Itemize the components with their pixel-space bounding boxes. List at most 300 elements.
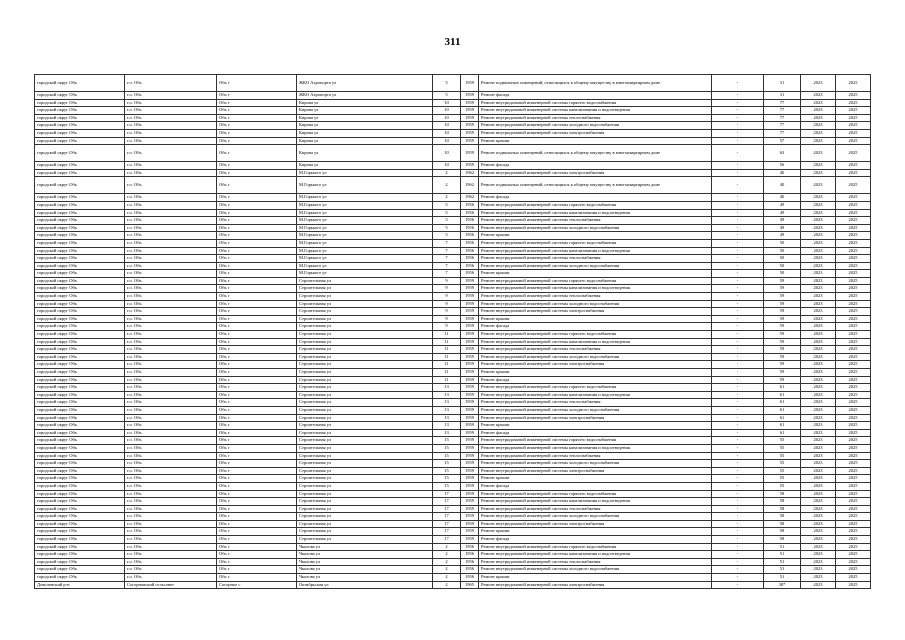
table-row (35, 513, 871, 521)
count-cell: 61 (764, 391, 801, 399)
district-cell: городской округ Обь (35, 566, 125, 574)
table-row (35, 376, 871, 384)
district-cell: городской округ Обь (35, 384, 125, 392)
work-type-cell: Ремонт внутридомовой инженерной системы холодного водоснабжения (479, 513, 712, 521)
end-year-cell: 2025 (836, 323, 871, 331)
street-cell: Строительная ул (297, 452, 433, 460)
street-cell: Строительная ул (297, 391, 433, 399)
end-year-cell: 2025 (836, 277, 871, 285)
work-type-cell: Ремонт внутридомовой инженерной системы холодного водоснабжения (479, 262, 712, 270)
table-row (35, 566, 871, 574)
district-cell: городской округ Обь (35, 551, 125, 559)
end-year-cell: 2025 (836, 92, 871, 100)
count-cell: 59 (764, 323, 801, 331)
district-cell: городской округ Обь (35, 137, 125, 145)
house-number-cell: 11 (433, 331, 461, 339)
start-year-cell: 2023 (801, 99, 836, 107)
count-cell: 50 (764, 262, 801, 270)
table-row (35, 353, 871, 361)
district-cell: городской округ Обь (35, 194, 125, 202)
start-year-cell: 2023 (801, 574, 836, 582)
dash-cell: - (712, 566, 764, 574)
end-year-cell: 2025 (836, 209, 871, 217)
locality-cell: Обь г (217, 177, 297, 194)
locality-cell: Обь г (217, 217, 297, 225)
table-row (35, 505, 871, 513)
dash-cell: - (712, 209, 764, 217)
district-cell: городской округ Обь (35, 293, 125, 301)
district-cell: городской округ Обь (35, 346, 125, 354)
house-number-cell: 2 (433, 194, 461, 202)
street-cell: М.Горького ул (297, 209, 433, 217)
end-year-cell: 2025 (836, 107, 871, 115)
end-year-cell: 2025 (836, 293, 871, 301)
municipality-cell: г.о. Обь (125, 270, 217, 278)
street-cell: Строительная ул (297, 475, 433, 483)
build-year-cell: 1959 (461, 414, 479, 422)
table-row (35, 384, 871, 392)
work-type-cell: Ремонт внутридомовой инженерной системы электроснабжения (479, 129, 712, 137)
table-row (35, 346, 871, 354)
locality-cell: Обь г (217, 437, 297, 445)
work-type-cell: Ремонт внутридомовой инженерной системы холодного водоснабжения (479, 300, 712, 308)
work-type-cell: Ремонт внутридомовой инженерной системы канализования и водоотведения (479, 107, 712, 115)
locality-cell: Обь г (217, 361, 297, 369)
end-year-cell: 2025 (836, 558, 871, 566)
municipality-cell: г.о. Обь (125, 505, 217, 513)
dash-cell: - (712, 129, 764, 137)
build-year-cell: 1959 (461, 338, 479, 346)
street-cell: Строительная ул (297, 315, 433, 323)
district-cell: городской округ Обь (35, 162, 125, 170)
municipality-cell: г.о. Обь (125, 255, 217, 263)
dash-cell: - (712, 406, 764, 414)
work-type-cell: Ремонт внутридомовой инженерной системы горячего водоснабжения (479, 490, 712, 498)
municipality-cell: г.о. Обь (125, 209, 217, 217)
dash-cell: - (712, 107, 764, 115)
municipality-cell: г.о. Обь (125, 346, 217, 354)
street-cell: Строительная ул (297, 376, 433, 384)
dash-cell: - (712, 391, 764, 399)
count-cell: 49 (764, 224, 801, 232)
table-row (35, 114, 871, 122)
municipality-cell: г.о. Обь (125, 338, 217, 346)
work-type-cell: Ремонт внутридомовой инженерной системы холодного водоснабжения (479, 353, 712, 361)
build-year-cell: 1959 (461, 376, 479, 384)
house-number-cell: 15 (433, 475, 461, 483)
start-year-cell: 2023 (801, 384, 836, 392)
start-year-cell: 2023 (801, 92, 836, 100)
dash-cell: - (712, 452, 764, 460)
house-number-cell: 9 (433, 277, 461, 285)
street-cell: М.Горького ул (297, 232, 433, 240)
house-number-cell: 17 (433, 505, 461, 513)
count-cell: 77 (764, 99, 801, 107)
street-cell: Строительная ул (297, 498, 433, 506)
start-year-cell: 2023 (801, 162, 836, 170)
street-cell: ЖКО Аэропорта ул (297, 75, 433, 92)
end-year-cell: 2025 (836, 99, 871, 107)
locality-cell: Обь г (217, 308, 297, 316)
dash-cell: - (712, 399, 764, 407)
locality-cell: Обь г (217, 75, 297, 92)
work-type-cell: Ремонт внутридомовой инженерной системы горячего водоснабжения (479, 331, 712, 339)
table-row (35, 162, 871, 170)
municipality-cell: г.о. Обь (125, 566, 217, 574)
work-type-cell: Ремонт крыши (479, 528, 712, 536)
count-cell: 40 (764, 169, 801, 177)
work-type-cell: Ремонт внутридомовой инженерной системы канализования и водоотведения (479, 285, 712, 293)
start-year-cell: 2023 (801, 169, 836, 177)
start-year-cell: 2023 (801, 177, 836, 194)
dash-cell: - (712, 528, 764, 536)
count-cell: 31 (764, 92, 801, 100)
locality-cell: Обь г (217, 92, 297, 100)
district-cell: городской округ Обь (35, 277, 125, 285)
count-cell: 58 (764, 505, 801, 513)
table-row (35, 437, 871, 445)
street-cell: Кирова ул (297, 162, 433, 170)
table-row (35, 422, 871, 430)
table-row (35, 361, 871, 369)
municipality-cell: г.о. Обь (125, 201, 217, 209)
end-year-cell: 2025 (836, 475, 871, 483)
house-number-cell: 11 (433, 376, 461, 384)
dash-cell: - (712, 145, 764, 162)
count-cell: 56 (764, 162, 801, 170)
dash-cell: - (712, 482, 764, 490)
municipality-cell: г.о. Обь (125, 376, 217, 384)
dash-cell: - (712, 490, 764, 498)
end-year-cell: 2025 (836, 331, 871, 339)
capital-repair-table (34, 74, 871, 589)
street-cell: Чкалова ул (297, 566, 433, 574)
end-year-cell: 2025 (836, 239, 871, 247)
work-type-cell: Ремонт подвальных помещений, относящихся к общему имуществу в многоквартирном доме (479, 75, 712, 92)
house-number-cell: 13 (433, 429, 461, 437)
house-number-cell: 11 (433, 338, 461, 346)
build-year-cell: 1959 (461, 308, 479, 316)
build-year-cell: 1956 (461, 262, 479, 270)
count-cell: 50 (764, 247, 801, 255)
work-type-cell: Ремонт фасада (479, 429, 712, 437)
table-row (35, 543, 871, 551)
end-year-cell: 2025 (836, 490, 871, 498)
street-cell: Строительная ул (297, 323, 433, 331)
municipality-cell: г.о. Обь (125, 475, 217, 483)
district-cell: городской округ Обь (35, 391, 125, 399)
locality-cell: Обь г (217, 353, 297, 361)
start-year-cell: 2023 (801, 581, 836, 589)
start-year-cell: 2023 (801, 498, 836, 506)
end-year-cell: 2025 (836, 122, 871, 130)
district-cell: городской округ Обь (35, 369, 125, 377)
build-year-cell: 1959 (461, 346, 479, 354)
house-number-cell: 10 (433, 107, 461, 115)
end-year-cell: 2025 (836, 467, 871, 475)
street-cell: Строительная ул (297, 361, 433, 369)
end-year-cell: 2025 (836, 194, 871, 202)
street-cell: Строительная ул (297, 277, 433, 285)
locality-cell: Согорное с (217, 581, 297, 589)
table-row (35, 581, 871, 589)
house-number-cell: 2 (433, 551, 461, 559)
work-type-cell: Ремонт внутридомовой инженерной системы теплоснабжения (479, 399, 712, 407)
dash-cell: - (712, 444, 764, 452)
dash-cell: - (712, 114, 764, 122)
street-cell: М.Горького ул (297, 247, 433, 255)
street-cell: Строительная ул (297, 353, 433, 361)
end-year-cell: 2025 (836, 145, 871, 162)
street-cell: Строительная ул (297, 429, 433, 437)
municipality-cell: г.о. Обь (125, 437, 217, 445)
district-cell: городской округ Обь (35, 475, 125, 483)
build-year-cell: 1959 (461, 129, 479, 137)
house-number-cell: 13 (433, 399, 461, 407)
count-cell: 55 (764, 452, 801, 460)
count-cell: 61 (764, 429, 801, 437)
start-year-cell: 2023 (801, 224, 836, 232)
district-cell: городской округ Обь (35, 177, 125, 194)
end-year-cell: 2025 (836, 536, 871, 544)
street-cell: Строительная ул (297, 285, 433, 293)
district-cell: городской округ Обь (35, 498, 125, 506)
house-number-cell: 15 (433, 437, 461, 445)
district-cell: городской округ Обь (35, 574, 125, 582)
build-year-cell: 1959 (461, 482, 479, 490)
house-number-cell: 5 (433, 232, 461, 240)
table-row (35, 224, 871, 232)
work-type-cell: Ремонт крыши (479, 232, 712, 240)
locality-cell: Обь г (217, 247, 297, 255)
house-number-cell: 17 (433, 528, 461, 536)
house-number-cell: 5 (433, 75, 461, 92)
count-cell: 61 (764, 406, 801, 414)
count-cell: 61 (764, 414, 801, 422)
build-year-cell: 1959 (461, 369, 479, 377)
dash-cell: - (712, 558, 764, 566)
count-cell: 59 (764, 338, 801, 346)
district-cell: городской округ Обь (35, 75, 125, 92)
start-year-cell: 2023 (801, 137, 836, 145)
street-cell: Строительная ул (297, 414, 433, 422)
count-cell: 49 (764, 209, 801, 217)
dash-cell: - (712, 92, 764, 100)
street-cell: Строительная ул (297, 331, 433, 339)
district-cell: городской округ Обь (35, 361, 125, 369)
house-number-cell: 9 (433, 323, 461, 331)
municipality-cell: г.о. Обь (125, 353, 217, 361)
street-cell: Строительная ул (297, 422, 433, 430)
locality-cell: Обь г (217, 194, 297, 202)
start-year-cell: 2023 (801, 145, 836, 162)
end-year-cell: 2025 (836, 338, 871, 346)
work-type-cell: Ремонт крыши (479, 369, 712, 377)
start-year-cell: 2023 (801, 551, 836, 559)
municipality-cell: г.о. Обь (125, 460, 217, 468)
work-type-cell: Ремонт внутридомовой инженерной системы теплоснабжения (479, 114, 712, 122)
table-row (35, 482, 871, 490)
municipality-cell: г.о. Обь (125, 498, 217, 506)
locality-cell: Обь г (217, 209, 297, 217)
count-cell: 58 (764, 513, 801, 521)
street-cell: Строительная ул (297, 482, 433, 490)
work-type-cell: Ремонт внутридомовой инженерной системы электроснабжения (479, 520, 712, 528)
work-type-cell: Ремонт внутридомовой инженерной системы канализования и водоотведения (479, 247, 712, 255)
end-year-cell: 2025 (836, 444, 871, 452)
count-cell: 59 (764, 361, 801, 369)
locality-cell: Обь г (217, 346, 297, 354)
end-year-cell: 2025 (836, 217, 871, 225)
dash-cell: - (712, 162, 764, 170)
count-cell: 51 (764, 574, 801, 582)
count-cell: 61 (764, 399, 801, 407)
table-row (35, 270, 871, 278)
work-type-cell: Ремонт внутридомовой инженерной системы горячего водоснабжения (479, 99, 712, 107)
municipality-cell: г.о. Обь (125, 75, 217, 92)
locality-cell: Обь г (217, 129, 297, 137)
build-year-cell: 1959 (461, 353, 479, 361)
start-year-cell: 2023 (801, 122, 836, 130)
count-cell: 55 (764, 444, 801, 452)
district-cell: городской округ Обь (35, 376, 125, 384)
house-number-cell: 2 (433, 566, 461, 574)
count-cell: 55 (764, 437, 801, 445)
work-type-cell: Ремонт внутридомовой инженерной системы горячего водоснабжения (479, 201, 712, 209)
end-year-cell: 2025 (836, 201, 871, 209)
street-cell: М.Горького ул (297, 270, 433, 278)
locality-cell: Обь г (217, 384, 297, 392)
build-year-cell: 1959 (461, 75, 479, 92)
district-cell: городской округ Обь (35, 308, 125, 316)
end-year-cell: 2025 (836, 581, 871, 589)
count-cell: 77 (764, 114, 801, 122)
street-cell: Строительная ул (297, 444, 433, 452)
work-type-cell: Ремонт внутридомовой инженерной системы горячего водоснабжения (479, 384, 712, 392)
work-type-cell: Ремонт внутридомовой инженерной системы горячего водоснабжения (479, 543, 712, 551)
dash-cell: - (712, 543, 764, 551)
build-year-cell: 1959 (461, 475, 479, 483)
locality-cell: Обь г (217, 369, 297, 377)
municipality-cell: г.о. Обь (125, 224, 217, 232)
municipality-cell: г.о. Обь (125, 285, 217, 293)
locality-cell: Обь г (217, 505, 297, 513)
start-year-cell: 2023 (801, 429, 836, 437)
count-cell: 77 (764, 107, 801, 115)
start-year-cell: 2023 (801, 277, 836, 285)
street-cell: М.Горького ул (297, 255, 433, 263)
table-row (35, 201, 871, 209)
district-cell: городской округ Обь (35, 247, 125, 255)
municipality-cell: г.о. Обь (125, 129, 217, 137)
street-cell: Строительная ул (297, 460, 433, 468)
work-type-cell: Ремонт внутридомовой инженерной системы электроснабжения (479, 361, 712, 369)
build-year-cell: 1959 (461, 467, 479, 475)
end-year-cell: 2025 (836, 232, 871, 240)
start-year-cell: 2023 (801, 414, 836, 422)
street-cell: Строительная ул (297, 520, 433, 528)
build-year-cell: 1959 (461, 114, 479, 122)
table-row (35, 323, 871, 331)
dash-cell: - (712, 361, 764, 369)
municipality-cell: г.о. Обь (125, 194, 217, 202)
locality-cell: Обь г (217, 429, 297, 437)
dash-cell: - (712, 239, 764, 247)
locality-cell: Обь г (217, 338, 297, 346)
table-row (35, 406, 871, 414)
build-year-cell: 1956 (461, 543, 479, 551)
end-year-cell: 2025 (836, 482, 871, 490)
dash-cell: - (712, 122, 764, 130)
table-row (35, 92, 871, 100)
count-cell: 55 (764, 475, 801, 483)
start-year-cell: 2023 (801, 353, 836, 361)
count-cell: 31 (764, 75, 801, 92)
locality-cell: Обь г (217, 107, 297, 115)
street-cell: Строительная ул (297, 406, 433, 414)
district-cell: городской округ Обь (35, 209, 125, 217)
house-number-cell: 11 (433, 353, 461, 361)
start-year-cell: 2023 (801, 490, 836, 498)
street-cell: Кирова ул (297, 129, 433, 137)
work-type-cell: Ремонт внутридомовой инженерной системы канализования и водоотведения (479, 444, 712, 452)
house-number-cell: 5 (433, 92, 461, 100)
municipality-cell: г.о. Обь (125, 308, 217, 316)
municipality-cell: г.о. Обь (125, 406, 217, 414)
work-type-cell: Ремонт подвальных помещений, относящихся к общему имуществу в многоквартирном доме (479, 145, 712, 162)
municipality-cell: г.о. Обь (125, 414, 217, 422)
count-cell: 51 (764, 558, 801, 566)
dash-cell: - (712, 414, 764, 422)
district-cell: городской округ Обь (35, 422, 125, 430)
build-year-cell: 1959 (461, 520, 479, 528)
district-cell: городской округ Обь (35, 285, 125, 293)
dash-cell: - (712, 536, 764, 544)
street-cell: М.Горького ул (297, 217, 433, 225)
start-year-cell: 2023 (801, 338, 836, 346)
district-cell: городской округ Обь (35, 558, 125, 566)
street-cell: Чкалова ул (297, 551, 433, 559)
street-cell: Строительная ул (297, 505, 433, 513)
count-cell: 40 (764, 177, 801, 194)
count-cell: 55 (764, 482, 801, 490)
end-year-cell: 2025 (836, 452, 871, 460)
locality-cell: Обь г (217, 391, 297, 399)
street-cell: Кирова ул (297, 114, 433, 122)
table-row (35, 475, 871, 483)
table-row (35, 551, 871, 559)
municipality-cell: г.о. Обь (125, 574, 217, 582)
house-number-cell: 13 (433, 406, 461, 414)
district-cell: городской округ Обь (35, 107, 125, 115)
street-cell: М.Горького ул (297, 169, 433, 177)
locality-cell: Обь г (217, 262, 297, 270)
build-year-cell: 1959 (461, 323, 479, 331)
work-type-cell: Ремонт внутридомовой инженерной системы холодного водоснабжения (479, 224, 712, 232)
work-type-cell: Ремонт фасада (479, 194, 712, 202)
start-year-cell: 2023 (801, 270, 836, 278)
locality-cell: Обь г (217, 255, 297, 263)
end-year-cell: 2025 (836, 224, 871, 232)
end-year-cell: 2025 (836, 498, 871, 506)
locality-cell: Обь г (217, 406, 297, 414)
work-type-cell: Ремонт фасада (479, 376, 712, 384)
district-cell: городской округ Обь (35, 460, 125, 468)
locality-cell: Обь г (217, 574, 297, 582)
municipality-cell: г.о. Обь (125, 543, 217, 551)
start-year-cell: 2023 (801, 513, 836, 521)
work-type-cell: Ремонт внутридомовой инженерной системы теплоснабжения (479, 255, 712, 263)
